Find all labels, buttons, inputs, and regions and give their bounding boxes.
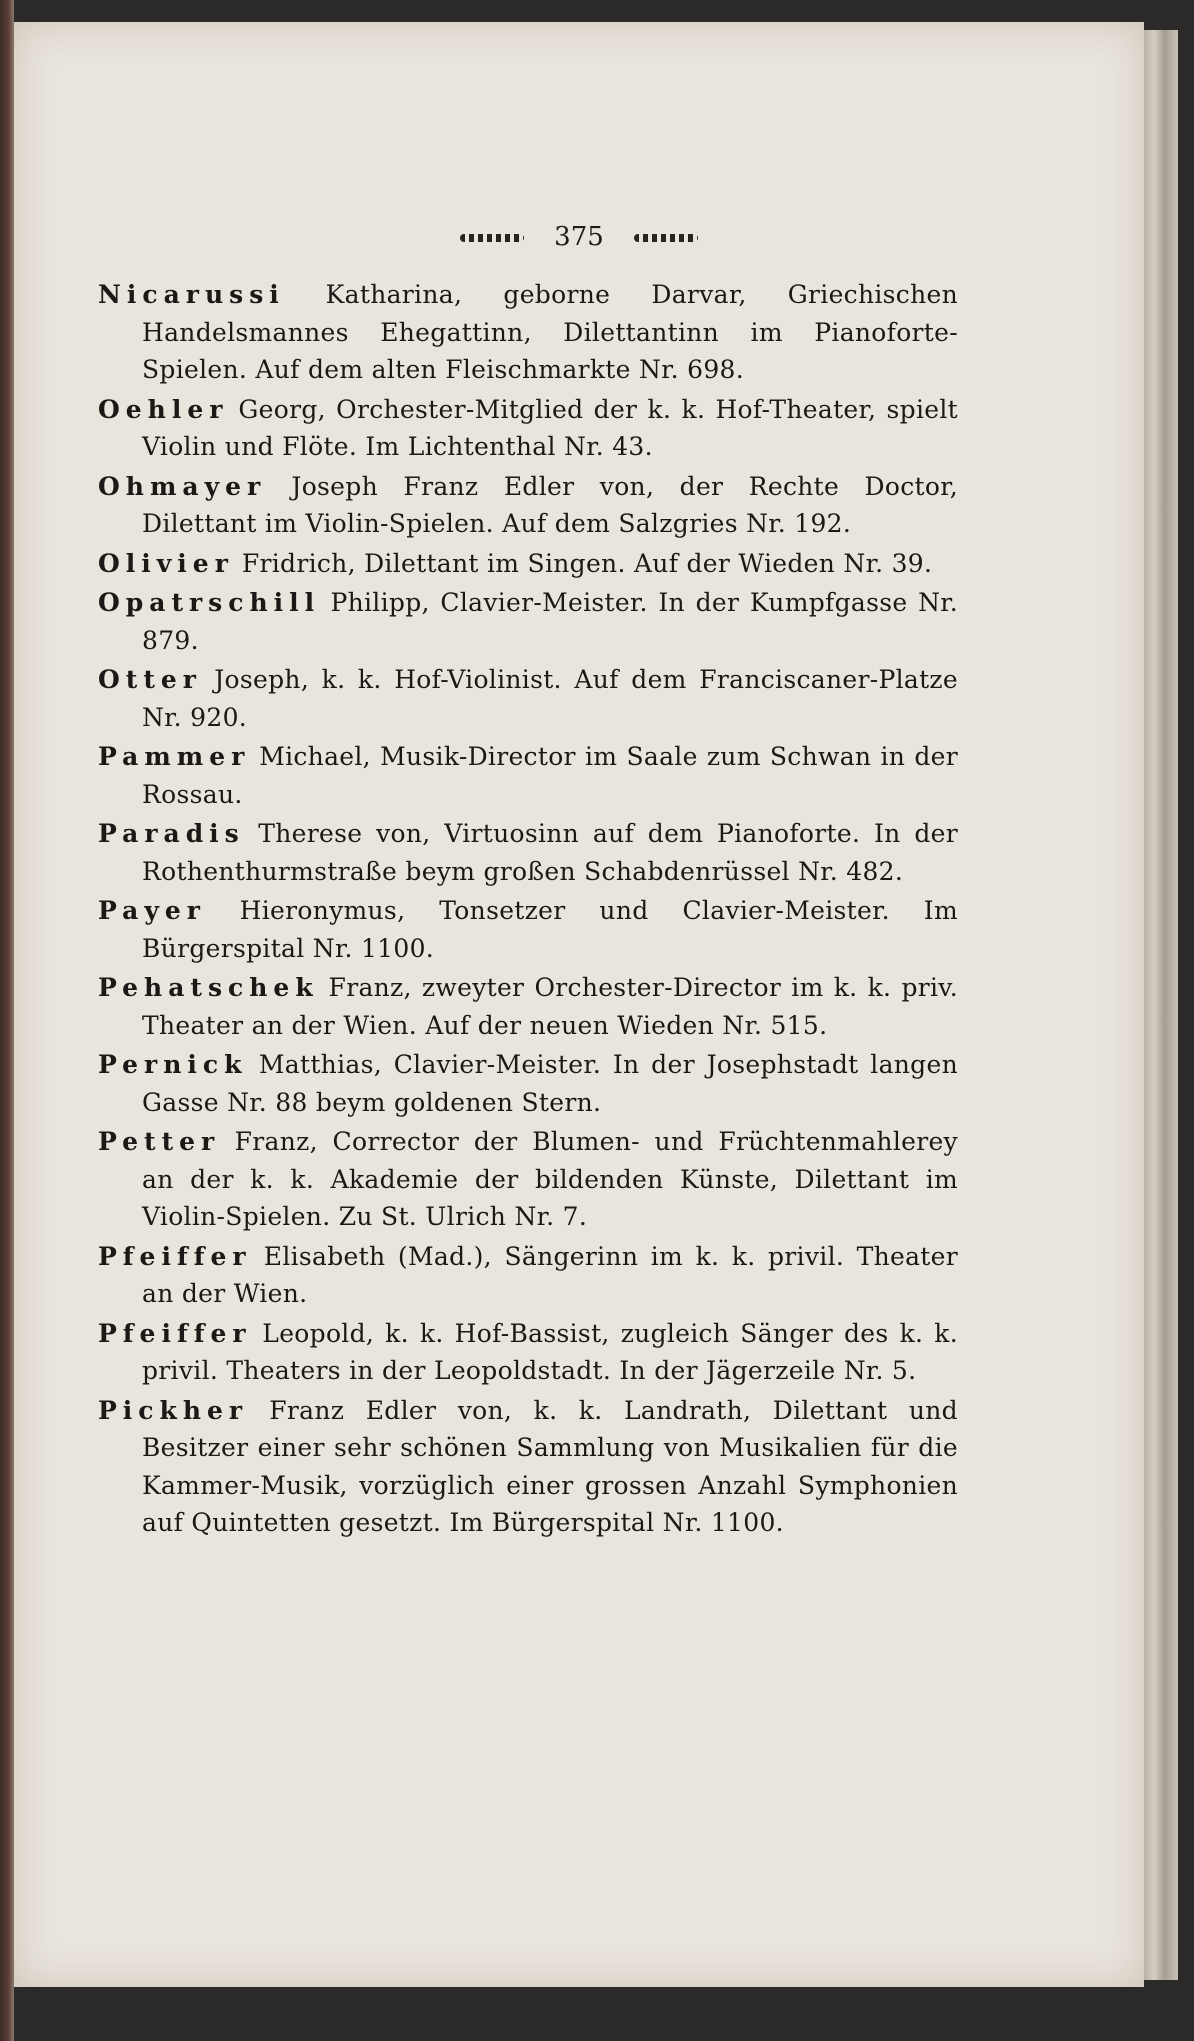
entry-text: Fridrich, Dilettant im Singen. Auf der Wieden Nr. 39. bbox=[241, 548, 933, 578]
directory-entry bbox=[98, 468, 958, 543]
directory-entry bbox=[98, 1392, 958, 1542]
page-header bbox=[14, 222, 1144, 252]
entry-text: Therese von, Virtuosinn auf dem Pianoforte. In der Rothenthurmstraße beym großen Schabdenrüssel Nr. 482. bbox=[142, 819, 959, 886]
directory-entry bbox=[98, 1046, 958, 1121]
directory-entries bbox=[98, 276, 958, 1544]
page-number: 375 bbox=[554, 222, 604, 252]
entry-text: Joseph Franz Edler von, der Rechte Doctor, Dilettant im Violin-Spielen. Auf dem Salzgries Nr. 192. bbox=[142, 471, 958, 538]
entry-name: Opatrschill bbox=[98, 588, 321, 617]
directory-entry bbox=[98, 815, 958, 890]
ornament-right bbox=[634, 234, 698, 242]
entry-name: Pickher bbox=[98, 1395, 249, 1425]
directory-entry bbox=[98, 661, 958, 736]
entry-text: Michael, Musik-Director im Saale zum Schwan in der Rossau. bbox=[142, 742, 958, 809]
entry-name: Pammer bbox=[98, 742, 251, 771]
entry-text: Franz, Corrector der Blumen- und Früchtenmahlerey an der k. k. Akademie der bildenden Künste, Dilettant im Violin-Spielen. Zu St. Ulrich Nr. 7. bbox=[142, 1127, 958, 1231]
entry-name: Oehler bbox=[98, 394, 229, 424]
entry-name: Nicarussi bbox=[98, 280, 285, 309]
directory-entry bbox=[98, 1315, 958, 1390]
entry-text: Joseph, k. k. Hof-Violinist. Auf dem Franciscaner-Platze Nr. 920. bbox=[142, 665, 959, 732]
entry-text: Elisabeth (Mad.), Sängerinn im k. k. privil. Theater an der Wien. bbox=[142, 1241, 959, 1308]
directory-entry bbox=[98, 391, 958, 466]
directory-entry bbox=[98, 892, 958, 967]
entry-name: Paradis bbox=[98, 819, 245, 848]
book-page bbox=[14, 22, 1144, 1987]
ornament-left bbox=[460, 234, 524, 242]
entry-text: Philipp, Clavier-Meister. In der Kumpfgasse Nr. 879. bbox=[142, 588, 958, 655]
entry-text: Matthias, Clavier-Meister. In der Josephstadt langen Gasse Nr. 88 beym goldenen Stern. bbox=[142, 1050, 958, 1117]
book-spine-edge bbox=[0, 0, 14, 2041]
entry-name: Pfeiffer bbox=[98, 1241, 252, 1271]
directory-entry bbox=[98, 738, 958, 813]
entry-name: Petter bbox=[98, 1127, 221, 1156]
entry-text: Franz Edler von, k. k. Landrath, Dilettant und Besitzer einer sehr schönen Sammlung von Musikalien für die Kammer-Musik, vorzüglich einer grossen Anzahl Symphonien auf Quintetten gesetzt. Im Bürgerspital Nr. 1100. bbox=[142, 1395, 958, 1537]
entry-name: Pehatschek bbox=[98, 973, 319, 1002]
entry-name: Pfeiffer bbox=[98, 1318, 252, 1348]
directory-entry bbox=[98, 1238, 958, 1313]
entry-name: Ohmayer bbox=[98, 471, 267, 501]
entry-text: Hieronymus, Tonsetzer und Clavier-Meister. Im Bürgerspital Nr. 1100. bbox=[142, 896, 958, 963]
entry-text: Katharina, geborne Darvar, Griechischen Handelsmannes Ehegattinn, Dilettantinn im Pianoforte-Spielen. Auf dem alten Fleischmarkte Nr. 698. bbox=[142, 280, 958, 384]
page-stack-edge bbox=[1144, 30, 1178, 1980]
entry-name: Payer bbox=[98, 896, 206, 925]
entry-name: Olivier bbox=[98, 548, 234, 578]
directory-entry bbox=[98, 1123, 958, 1236]
entry-text: Georg, Orchester-Mitglied der k. k. Hof-Theater, spielt Violin und Flöte. Im Lichtenthal Nr. 43. bbox=[142, 394, 958, 461]
entry-text: Franz, zweyter Orchester-Director im k. k. priv. Theater an der Wien. Auf der neuen Wieden Nr. 515. bbox=[142, 973, 959, 1040]
directory-entry bbox=[98, 969, 958, 1044]
directory-entry bbox=[98, 584, 958, 659]
directory-entry bbox=[98, 276, 958, 389]
entry-text: Leopold, k. k. Hof-Bassist, zugleich Sänger des k. k. privil. Theaters in der Leopoldstadt. In der Jägerzeile Nr. 5. bbox=[142, 1318, 958, 1385]
directory-entry bbox=[98, 545, 958, 583]
entry-name: Otter bbox=[98, 665, 202, 694]
entry-name: Pernick bbox=[98, 1050, 248, 1079]
